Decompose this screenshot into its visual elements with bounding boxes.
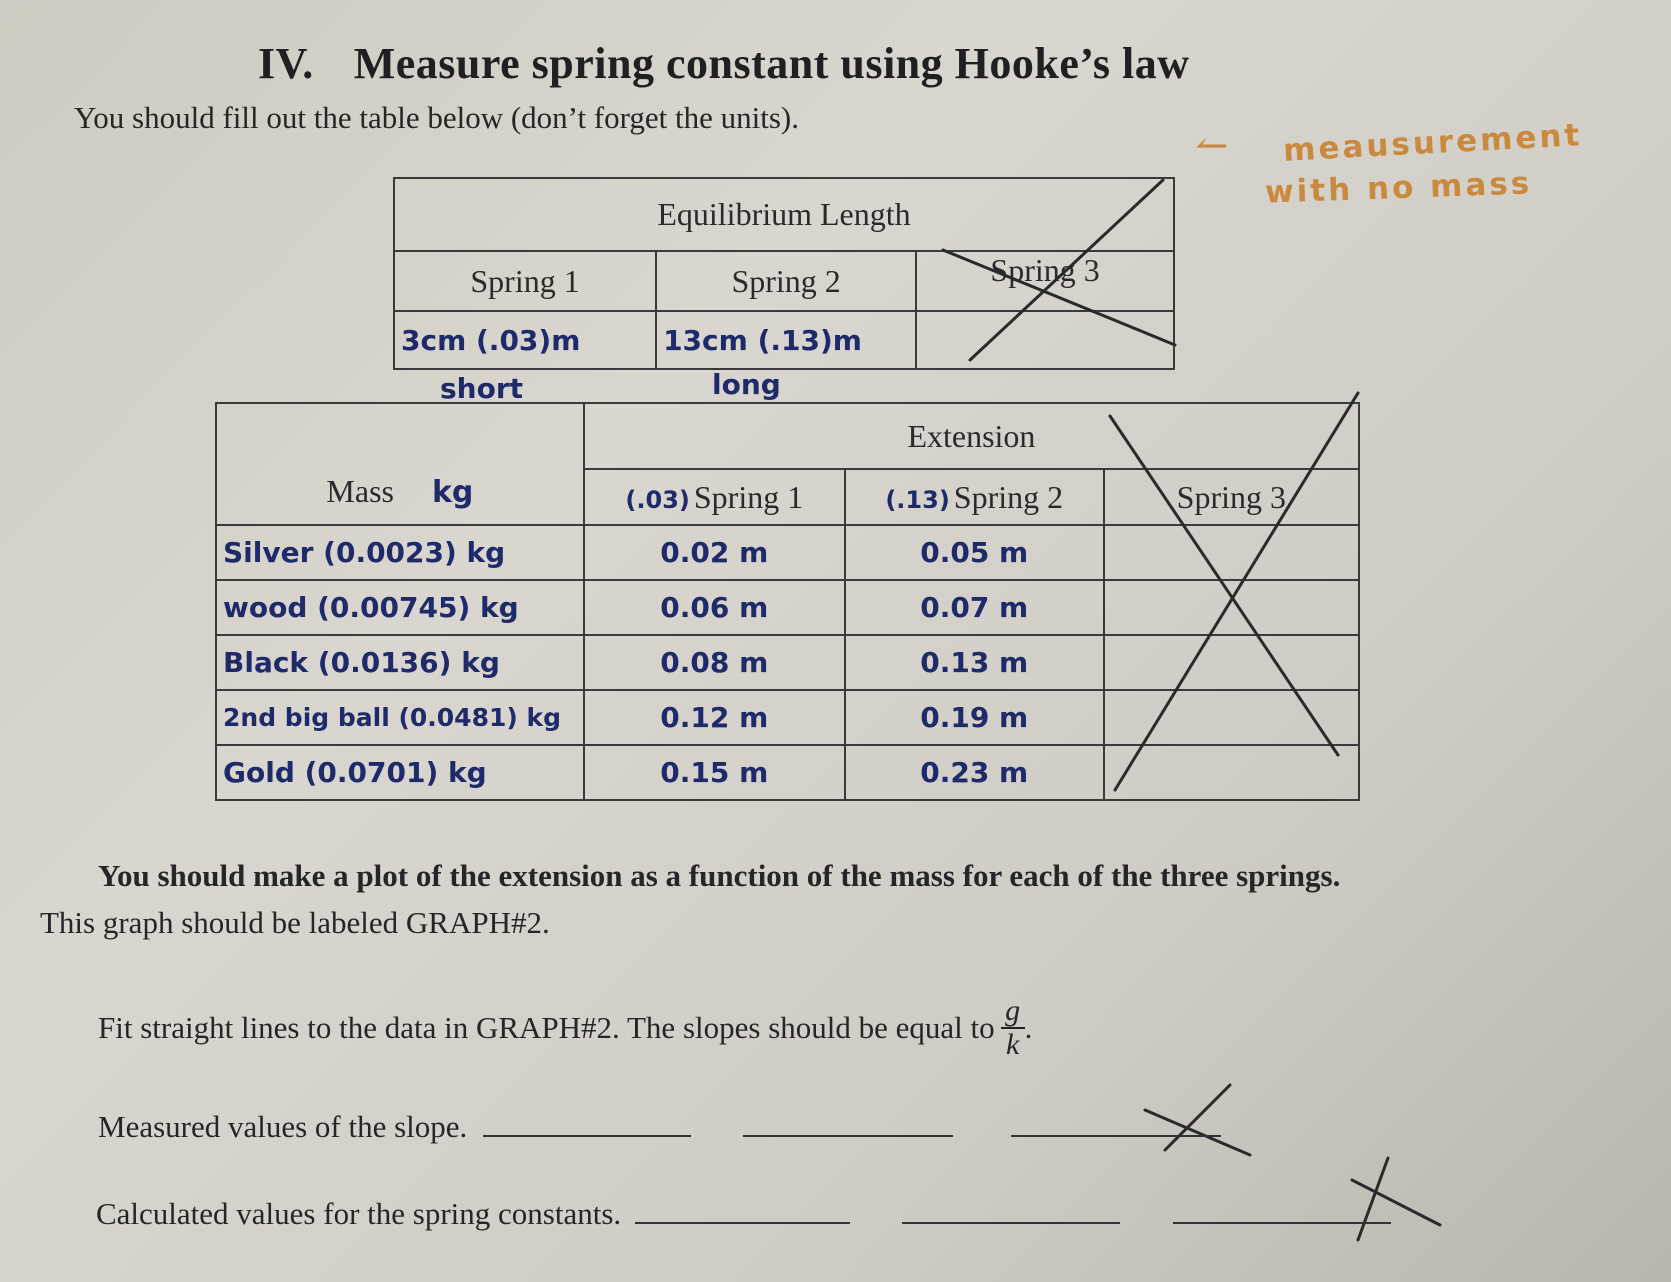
row-spring-1: 0.06 m [584,580,845,635]
row-mass: wood (0.00745) kg [216,580,584,635]
equilibrium-value-spring-1: 3cm (.03)m [394,311,656,369]
equilibrium-value-spring-2: 13cm (.13)m [656,311,916,369]
equilibrium-length-table [393,177,1175,370]
fit-instruction-line: Fit straight lines to the data in GRAPH#2. The slopes should be equal to $\frac{g}{k}$ . [98,994,1033,1061]
section-heading [258,38,1190,89]
row-spring-3 [1104,690,1359,745]
section-number: IV. [258,39,314,88]
equilibrium-header-spring-1: Spring 1 [394,251,656,311]
row-spring-2: 0.23 m [845,745,1104,800]
constant-blank-3[interactable] [1173,1192,1391,1224]
section-title: Measure spring constant using Hooke’s law [353,39,1190,88]
row-spring-1: 0.12 m [584,690,845,745]
row-spring-2: 0.19 m [845,690,1104,745]
row-spring-3 [1104,580,1359,635]
row-spring-1: 0.08 m [584,635,845,690]
row-mass: Silver (0.0023) kg [216,525,584,580]
row-spring-1: 0.02 m [584,525,845,580]
table-row [216,525,1359,580]
table-row [216,690,1359,745]
arrow-left-icon: ↼ [1195,123,1229,168]
fraction-numerator: g [1005,994,1021,1027]
equilibrium-header-spring-3: Spring 3 [916,251,1174,311]
plot-instruction-1: You should make a plot of the extension as a function of the mass for each of the three springs. [98,858,1341,893]
equilibrium-title: Equilibrium Length [394,178,1174,251]
table-instruction: You should fill out the table below (don’t forget the units). [74,100,800,135]
equilibrium-header-spring-2: Spring 2 [656,251,916,311]
spring-1-prefix: (.03) [625,485,690,514]
row-spring-3 [1104,525,1359,580]
annotation-line-2: with no mass [1264,165,1533,211]
spring-2-label: Spring 2 [953,478,1064,515]
row-mass: 2nd big ball (0.0481) kg [216,690,584,745]
label-short: short [440,372,524,405]
constants-label: Calculated values for the spring constants. [96,1196,622,1231]
mass-unit: kg [431,475,474,510]
constant-blank-1[interactable] [635,1192,850,1224]
extension-header-spring-3 [1104,469,1359,525]
extension-header-spring-2 [845,469,1104,525]
spring-3-label: Spring 3 [1176,478,1287,515]
equilibrium-value-spring-3 [916,311,1174,369]
extension-table [215,402,1360,801]
row-mass: Black (0.0136) kg [216,635,584,690]
extension-header-spring-1 [584,469,845,525]
row-spring-3 [1104,635,1359,690]
row-spring-3 [1104,745,1359,800]
extension-title: Extension [584,403,1359,469]
annotation-line-1: meausurement [1282,117,1584,169]
table-row [216,580,1359,635]
constants-line [96,1192,1391,1232]
fit-instruction: Fit straight lines to the data in GRAPH#2. The slopes should be equal to [98,1009,995,1045]
spring-2-prefix: (.13) [885,485,950,514]
spring-1-label: Spring 1 [693,478,804,515]
row-mass: Gold (0.0701) kg [216,745,584,800]
g-over-k-fraction [1001,995,1025,1060]
row-spring-1: 0.15 m [584,745,845,800]
constant-blank-2[interactable] [902,1192,1120,1224]
slope-blank-2[interactable] [743,1105,953,1137]
label-long: long [712,368,781,401]
slope-label: Measured values of the slope. [98,1109,468,1144]
table-row [216,635,1359,690]
mass-header-cell [216,403,584,525]
slope-line [98,1105,1221,1145]
row-spring-2: 0.05 m [845,525,1104,580]
mass-header: Mass [326,473,394,509]
table-row [216,745,1359,800]
fraction-denominator: k [1005,1027,1020,1061]
slope-blank-1[interactable] [483,1105,691,1137]
slope-blank-3[interactable] [1011,1105,1221,1137]
extension-rows [216,525,1359,800]
row-spring-2: 0.13 m [845,635,1104,690]
row-spring-2: 0.07 m [845,580,1104,635]
plot-instruction-2: This graph should be labeled GRAPH#2. [40,905,550,940]
